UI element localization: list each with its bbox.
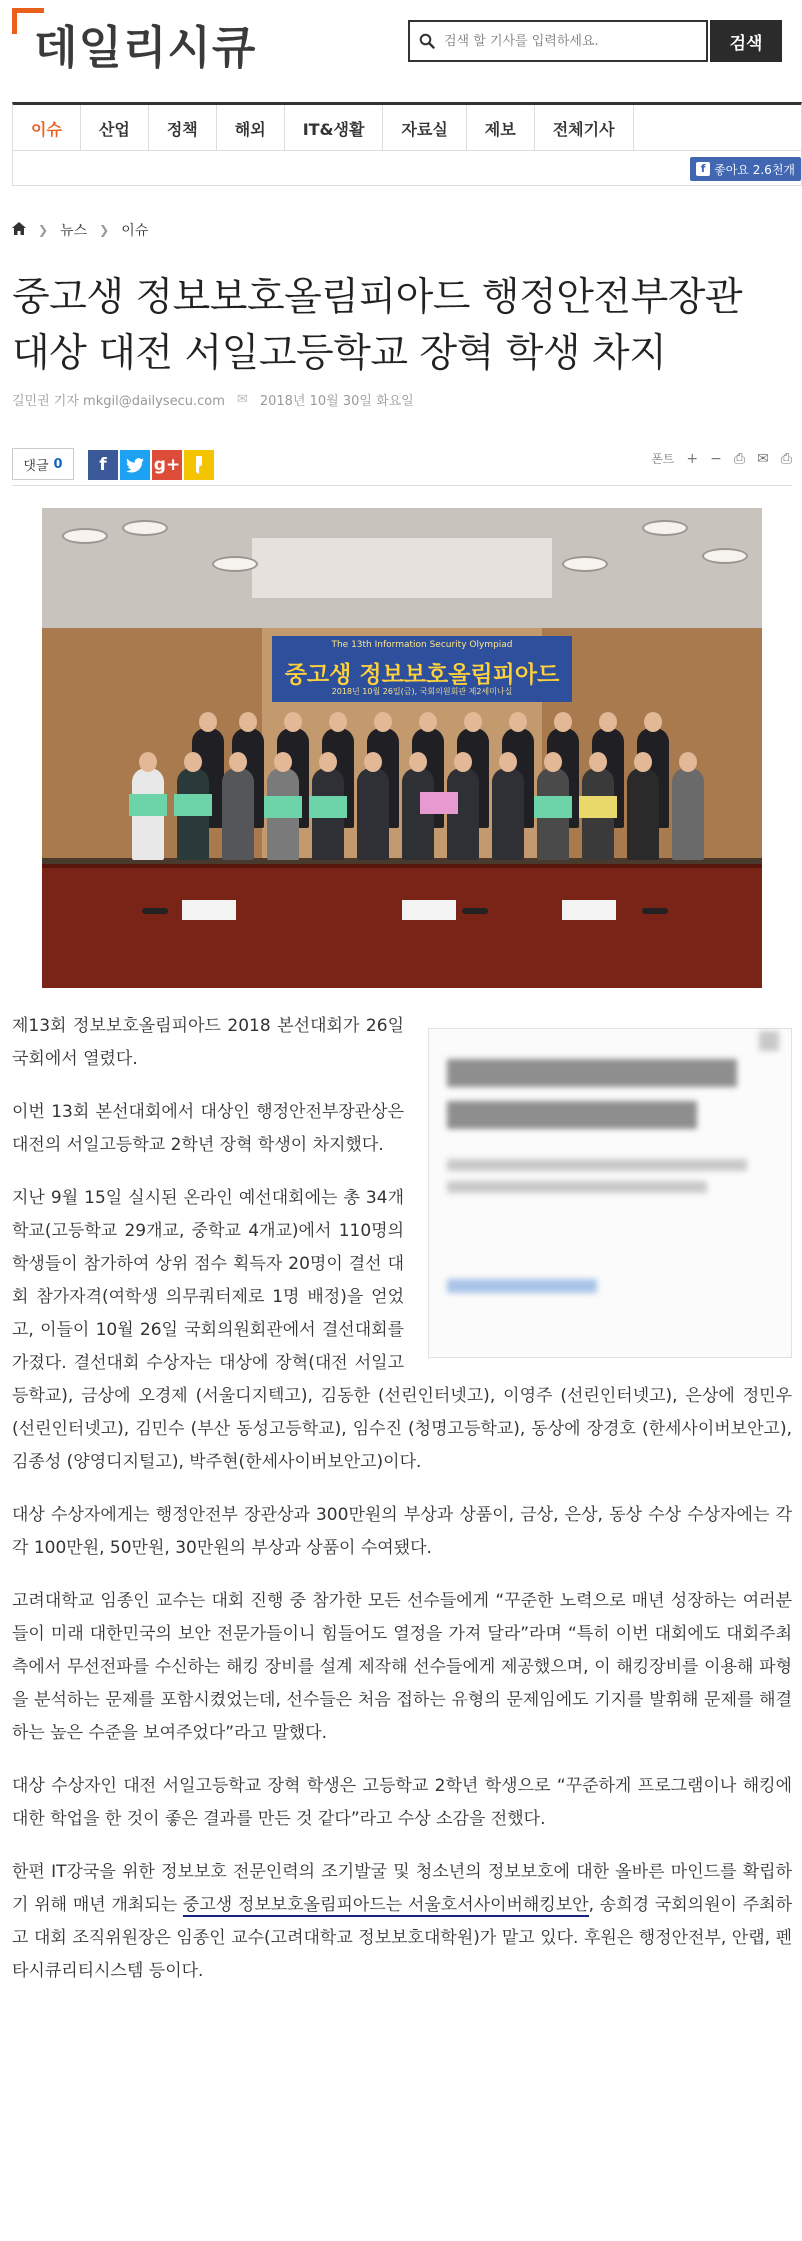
last-paragraph-end: , 송희경 국회의원이 주최하고 대회 조직위원장은 임종인 교수(고려대학교 정보보호대학원)가 맡고 있다. 후원은 행정안전부, 안랩, 펜타시큐리티시스템 등이다. xyxy=(12,1895,792,1981)
photo-person xyxy=(357,768,389,860)
photo-placard xyxy=(174,794,212,816)
photo-person-head xyxy=(544,752,562,772)
chevron-right-icon: ❯ xyxy=(38,223,49,237)
photo-nameplate xyxy=(402,900,456,920)
ad-blur-text xyxy=(447,1159,747,1171)
photo-ceiling-light xyxy=(122,520,168,536)
breadcrumb-issue[interactable]: 이슈 xyxy=(121,223,149,239)
photo-person xyxy=(402,768,434,860)
article-tools xyxy=(651,450,792,467)
tab-overseas[interactable]: 해외 xyxy=(217,105,285,151)
photo-banner-text: 중고생 정보보호올림피아드 xyxy=(284,662,560,688)
kakaostory-share-icon[interactable] xyxy=(184,450,214,480)
photo-person xyxy=(672,768,704,860)
photo-person-head xyxy=(634,752,652,772)
photo-person-head xyxy=(139,752,157,772)
article-paragraph: 대상 수상자에게는 행정안전부 장관상과 300만원의 부상과 상품이, 금상, 은상, 동상 수상 수상자에는 각각 100만원, 50만원, 30만원의 부상과 상품이 수여됐다. xyxy=(12,1505,792,1558)
photo-person-head xyxy=(199,712,217,732)
photo-person-head xyxy=(554,712,572,732)
tab-issue[interactable]: 이슈 xyxy=(13,105,81,151)
photo-person-head xyxy=(319,752,337,772)
article-photo xyxy=(42,508,762,988)
photo-person xyxy=(627,768,659,860)
photo-placard xyxy=(534,796,572,818)
tab-all-articles[interactable]: 전체기사 xyxy=(535,105,634,151)
comment-button[interactable] xyxy=(12,448,74,480)
photo-person-head xyxy=(499,752,517,772)
photo-person-head xyxy=(184,752,202,772)
twitter-share-icon[interactable] xyxy=(120,450,150,480)
photo-person-head xyxy=(329,712,347,732)
olympiad-link[interactable]: 중고생 정보보호올림피아드는 서울호서사이버해킹보안 xyxy=(182,1895,589,1915)
photo-banner-caption: 2018년 10월 26일(금), 국회의원회관 제2세미나실 xyxy=(331,687,513,696)
tab-policy[interactable]: 정책 xyxy=(149,105,217,151)
photo-person-head xyxy=(419,712,437,732)
photo-placard xyxy=(309,796,347,818)
site-logo[interactable] xyxy=(10,6,280,76)
facebook-share-icon[interactable]: f xyxy=(88,450,118,480)
breadcrumb-news[interactable]: 뉴스 xyxy=(60,223,88,239)
comment-label: 댓글 xyxy=(23,458,49,474)
site-header xyxy=(0,0,802,100)
facebook-like-label: 좋아요 2.6천개 xyxy=(714,162,795,177)
search-icon xyxy=(410,22,444,60)
ad-blur-title xyxy=(447,1059,737,1087)
photo-person xyxy=(222,768,254,860)
photo-banner-subtitle: The 13th Information Security Olympiad xyxy=(331,640,513,650)
photo-person-head xyxy=(599,712,617,732)
publish-date: 2018년 10월 30일 화요일 xyxy=(259,394,414,409)
photo-placard xyxy=(264,796,302,818)
photo-placard xyxy=(420,792,458,814)
author: 길민권 기자 mkgil@dailysecu.com xyxy=(12,394,225,409)
ad-close-icon xyxy=(759,1031,779,1051)
font-increase-icon[interactable]: + xyxy=(686,450,699,467)
home-icon[interactable] xyxy=(12,222,26,239)
photo-banner xyxy=(272,636,572,702)
article-title-line1: 중고생 정보보호올림피아드 행정안전부장관 xyxy=(12,275,743,320)
article-title-line2: 대상 대전 서일고등학교 장혁 학생 차지 xyxy=(12,331,667,376)
article-body xyxy=(12,1010,792,2008)
font-decrease-icon[interactable]: − xyxy=(710,450,722,467)
breadcrumb xyxy=(12,218,148,242)
ad-blur-text xyxy=(447,1181,707,1193)
tab-industry[interactable]: 산업 xyxy=(81,105,149,151)
main-nav xyxy=(12,102,802,186)
photo-person-head xyxy=(464,712,482,732)
photo-nameplate xyxy=(182,900,236,920)
photo-person-head xyxy=(284,712,302,732)
article-paragraph: 제13회 정보보호올림피아드 2018 본선대회가 26일 국회에서 열렸다. xyxy=(12,1016,404,1069)
tab-report[interactable]: 제보 xyxy=(467,105,535,151)
photo-person-head xyxy=(679,752,697,772)
ad-blur-title xyxy=(447,1101,697,1129)
tab-it-life[interactable]: IT&생활 xyxy=(285,105,384,151)
photo-people xyxy=(102,704,722,864)
article-paragraph: 지난 9월 15일 실시된 온라인 예선대회에는 총 34개 학교(고등학교 29개교, 중학교 4개교)에서 110명의 학생들이 참가하여 상위 점수 획득자 20명이 결선 대회 참가자격(여학생 의무쿼터제로 1명 배정)을 얻었고, 이들이 10월 26일 국회의원회관에서 결선대회를 가졌다. 결선대회 수상자는 대상에 장혁(대전 서일고등학교), 금상에 오경제 (서울디지텍고), 김동한 (선린인터넷고), 이영주 (선린인터넷고), 은상에 정민우 (선린인터넷고), 김민수 (부산 동성고등학교), 임수진 (청명고등학교), 동상에 장경호 (한세사이버보안고), 김종성 (양영디지털고), 박주현(한세사이버보안고)이다. xyxy=(12,1188,792,1472)
print-icon[interactable]: ⎙ xyxy=(733,450,746,467)
last-paragraph-start: 한편 IT강국을 위한 정보보호 전문인력의 조기발굴 및 청소년의 정보보호에 대한 올바른 마인드를 확립하기 위해 매년 개최되는 xyxy=(12,1862,792,1915)
photo-person-head xyxy=(229,752,247,772)
search-input[interactable] xyxy=(444,23,694,59)
nav-tabs xyxy=(13,105,801,151)
chevron-right-icon: ❯ xyxy=(99,223,110,237)
comment-count: 0 xyxy=(53,456,63,472)
photo-person-head xyxy=(454,752,472,772)
facebook-icon: f xyxy=(696,162,710,176)
email-icon[interactable]: ✉ xyxy=(757,450,769,467)
photo-microphone xyxy=(642,908,668,914)
photo-person xyxy=(447,768,479,860)
article-paragraph-last xyxy=(12,1856,792,1988)
tab-resources[interactable]: 자료실 xyxy=(383,105,466,151)
photo-person-head xyxy=(509,712,527,732)
share-icons xyxy=(88,450,214,480)
photo-person-head xyxy=(239,712,257,732)
search-button[interactable]: 검색 xyxy=(710,20,782,62)
search-box xyxy=(408,20,708,62)
photo-ceiling-light xyxy=(702,548,748,564)
photo-person-head xyxy=(409,752,427,772)
share-bar xyxy=(12,442,792,486)
article-title xyxy=(12,270,792,382)
google-plus-share-icon[interactable]: g+ xyxy=(152,450,182,480)
photo-placard xyxy=(129,794,167,816)
article-paragraph: 이번 13회 본선대회에서 대상인 행정안전부장관상은 대전의 서일고등학교 2학년 장혁 학생이 차지했다. xyxy=(12,1102,404,1155)
photo-microphone xyxy=(462,908,488,914)
photo-person xyxy=(492,768,524,860)
photo-nameplate xyxy=(562,900,616,920)
article-paragraph: 고려대학교 임종인 교수는 대회 진행 중 참가한 모든 선수들에게 “꾸준한 노력으로 매년 성장하는 여러분들이 미래 대한민국의 보안 전문가들이니 힘들어도 열정을 가져 달라”라며 “특히 이번 대회에도 대회주최 측에서 무선전파를 수신하는 해킹 장비를 설계 제작해 선수들에게 제공했으며, 이 해킹장비를 이용해 파형을 분석하는 문제를 포함시켰었는데, 선수들은 처음 접하는 유형의 문제임에도 기지를 발휘해 문제를 해결하는 높은 수준을 보여주었다”라고 말했다. xyxy=(12,1591,792,1743)
ad-blur-link xyxy=(447,1279,597,1293)
photo-placard xyxy=(579,796,617,818)
logo-text: 데일리시큐 xyxy=(34,21,257,74)
photo-person-head xyxy=(374,712,392,732)
photo-table xyxy=(42,868,762,988)
facebook-like-button[interactable] xyxy=(690,157,801,181)
article-byline xyxy=(12,390,414,409)
photo-ceiling-light xyxy=(62,528,108,544)
photo-person-head xyxy=(644,712,662,732)
font-label: 폰트 xyxy=(651,452,675,466)
mail-icon: ✉ xyxy=(236,392,248,407)
photo-microphone xyxy=(142,908,168,914)
photo-person-head xyxy=(364,752,382,772)
photo-ceiling-light xyxy=(562,556,608,572)
blurred-ad-box[interactable] xyxy=(428,1028,792,1358)
photo-ceiling-panel xyxy=(252,538,552,598)
photo-person-head xyxy=(589,752,607,772)
photo-ceiling-light xyxy=(642,520,688,536)
article-paragraph: 대상 수상자인 대전 서일고등학교 장혁 학생은 고등학교 2학년 학생으로 “꾸준하게 프로그램이나 해킹에 대한 학업을 한 것이 좋은 결과를 만든 것 같다”라고 수상 소감을 전했다. xyxy=(12,1776,792,1829)
photo-person-head xyxy=(274,752,292,772)
photo-ceiling-light xyxy=(212,556,258,572)
printer-icon[interactable]: ⎙ xyxy=(780,450,792,467)
